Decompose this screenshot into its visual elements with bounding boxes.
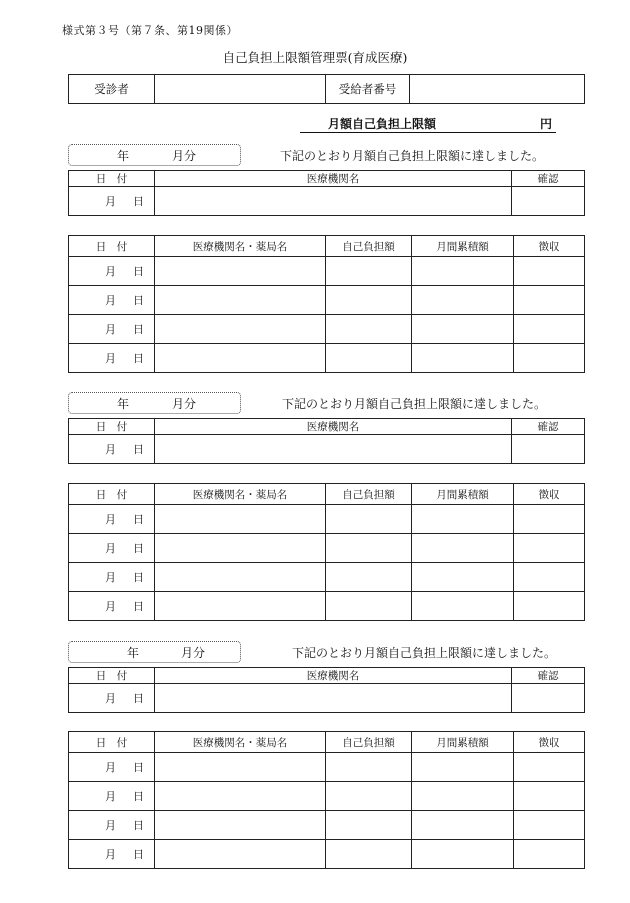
table-row [69,534,585,563]
table-row [69,257,585,286]
monthly-total-field[interactable] [412,563,514,592]
copay-field[interactable] [326,315,412,344]
day-unit: 日 [133,195,144,208]
collection-field[interactable] [514,563,585,592]
institution-field[interactable] [155,563,326,592]
month-unit: 月 [105,848,116,861]
header-confirm: 確認 [512,668,585,684]
monthly-total-field[interactable] [412,534,514,563]
limit-reached-table-3 [68,667,585,713]
header-confirm: 確認 [512,171,585,187]
month-unit: 月 [105,352,116,365]
month-unit: 月 [105,542,116,555]
limit-reached-table-1 [68,170,585,216]
header-copay: 自己負担額 [326,732,412,753]
copay-field[interactable] [326,811,412,840]
monthly-total-field[interactable] [412,840,514,869]
monthly-total-field[interactable] [412,344,514,373]
institution-field[interactable] [155,505,326,534]
day-unit: 日 [133,790,144,803]
copay-field[interactable] [326,563,412,592]
table-row [69,782,585,811]
table-row [69,286,585,315]
header-collection: 徴収 [514,484,585,505]
institution-field[interactable] [155,315,326,344]
monthly-total-field[interactable] [412,592,514,621]
monthly-limit-label: 月額自己負担上限額 [328,117,437,131]
confirm-field[interactable] [512,187,585,216]
institution-field[interactable] [155,534,326,563]
date-cell[interactable] [69,753,155,782]
header-copay: 自己負担額 [326,236,412,257]
month-unit: 月 [105,600,116,613]
monthly-total-field[interactable] [412,286,514,315]
collection-field[interactable] [514,811,585,840]
month-unit: 月 [105,761,116,774]
monthly-total-field[interactable] [412,811,514,840]
day-unit: 日 [133,513,144,526]
header-institution-pharmacy: 医療機関名・薬局名 [155,236,326,257]
date-cell[interactable] [69,315,155,344]
month-unit: 月 [105,790,116,803]
header-monthly-total: 月間累積額 [412,236,514,257]
date-cell[interactable] [69,684,155,713]
collection-field[interactable] [514,592,585,621]
header-institution: 医療機関名 [155,171,512,187]
month-label: 月分 [172,397,197,411]
date-cell[interactable] [69,257,155,286]
header-collection: 徴収 [514,732,585,753]
form-number: 様式第３号（第７条、第19関係） [62,24,238,37]
yen-unit: 円 [539,117,552,131]
patient-info-table [68,74,585,104]
header-monthly-total: 月間累積額 [412,484,514,505]
month-unit: 月 [105,195,116,208]
monthly-limit-line[interactable] [300,117,556,133]
payment-detail-table-2 [68,483,585,621]
institution-field[interactable] [155,187,512,216]
day-unit: 日 [133,265,144,278]
payment-detail-table-1 [68,235,585,373]
confirm-field[interactable] [512,435,585,464]
payment-detail-table-3 [68,731,585,869]
day-unit: 日 [133,571,144,584]
limit-reached-notice-3: 下記のとおり月額自己負担上限額に達しました。 [292,646,557,660]
collection-field[interactable] [514,344,585,373]
date-cell[interactable] [69,435,155,464]
month-label: 月分 [181,646,206,660]
month-unit: 月 [105,265,116,278]
header-date: 日 付 [69,171,155,187]
date-cell[interactable] [69,286,155,315]
copay-field[interactable] [326,344,412,373]
collection-field[interactable] [514,782,585,811]
table-row [69,592,585,621]
table-row [69,811,585,840]
recipient-number-label: 受給者番号 [326,75,410,104]
month-unit: 月 [105,443,116,456]
header-date: 日 付 [69,419,155,435]
monthly-total-field[interactable] [412,753,514,782]
date-cell[interactable] [69,505,155,534]
header-date: 日 付 [69,484,155,505]
month-unit: 月 [105,692,116,705]
institution-field[interactable] [155,286,326,315]
month-unit: 月 [105,571,116,584]
table-row [69,315,585,344]
day-unit: 日 [133,443,144,456]
day-unit: 日 [133,819,144,832]
table-row [69,563,585,592]
year-month-box-2[interactable] [68,392,241,414]
table-row [69,840,585,869]
day-unit: 日 [133,761,144,774]
header-institution-pharmacy: 医療機関名・薬局名 [155,732,326,753]
year-label: 年 [117,149,130,163]
recipient-number-field[interactable] [410,75,585,104]
institution-field[interactable] [155,840,326,869]
date-cell[interactable] [69,534,155,563]
day-unit: 日 [133,352,144,365]
year-month-box-1[interactable] [68,144,241,166]
copay-field[interactable] [326,753,412,782]
date-cell[interactable] [69,592,155,621]
month-unit: 月 [105,513,116,526]
date-cell[interactable] [69,782,155,811]
month-label: 月分 [172,149,197,163]
copay-field[interactable] [326,782,412,811]
day-unit: 日 [133,600,144,613]
day-unit: 日 [133,692,144,705]
copay-field[interactable] [326,534,412,563]
header-confirm: 確認 [512,419,585,435]
collection-field[interactable] [514,505,585,534]
collection-field[interactable] [514,286,585,315]
year-label: 年 [127,646,140,660]
header-collection: 徴収 [514,236,585,257]
year-label: 年 [117,397,130,411]
patient-label: 受診者 [69,75,155,104]
header-institution: 医療機関名 [155,668,512,684]
day-unit: 日 [133,323,144,336]
collection-field[interactable] [514,534,585,563]
copay-field[interactable] [326,257,412,286]
table-row [69,344,585,373]
collection-field[interactable] [514,315,585,344]
document-title: 自己負担上限額管理票(育成医療) [222,50,408,65]
institution-field[interactable] [155,257,326,286]
monthly-total-field[interactable] [412,505,514,534]
header-date: 日 付 [69,668,155,684]
day-unit: 日 [133,848,144,861]
copay-field[interactable] [326,840,412,869]
collection-field[interactable] [514,257,585,286]
copay-field[interactable] [326,286,412,315]
day-unit: 日 [133,542,144,555]
date-cell[interactable] [69,187,155,216]
limit-reached-table-2 [68,418,585,464]
institution-field[interactable] [155,344,326,373]
date-cell[interactable] [69,563,155,592]
monthly-total-field[interactable] [412,315,514,344]
month-unit: 月 [105,294,116,307]
date-cell[interactable] [69,344,155,373]
limit-reached-notice-2: 下記のとおり月額自己負担上限額に達しました。 [282,397,547,411]
copay-field[interactable] [326,505,412,534]
institution-field[interactable] [155,592,326,621]
header-copay: 自己負担額 [326,484,412,505]
patient-name-field[interactable] [155,75,326,104]
year-month-box-3[interactable] [68,641,241,663]
monthly-total-field[interactable] [412,782,514,811]
confirm-field[interactable] [512,684,585,713]
limit-reached-notice-1: 下記のとおり月額自己負担上限額に達しました。 [280,149,545,163]
header-institution-pharmacy: 医療機関名・薬局名 [155,484,326,505]
header-date: 日 付 [69,236,155,257]
header-institution: 医療機関名 [155,419,512,435]
day-unit: 日 [133,294,144,307]
institution-field[interactable] [155,435,512,464]
institution-field[interactable] [155,684,512,713]
table-row [69,753,585,782]
header-monthly-total: 月間累積額 [412,732,514,753]
table-row [69,505,585,534]
month-unit: 月 [105,323,116,336]
institution-field[interactable] [155,811,326,840]
date-cell[interactable] [69,840,155,869]
collection-field[interactable] [514,753,585,782]
institution-field[interactable] [155,753,326,782]
copay-field[interactable] [326,592,412,621]
header-date: 日 付 [69,732,155,753]
date-cell[interactable] [69,811,155,840]
institution-field[interactable] [155,782,326,811]
month-unit: 月 [105,819,116,832]
collection-field[interactable] [514,840,585,869]
monthly-total-field[interactable] [412,257,514,286]
